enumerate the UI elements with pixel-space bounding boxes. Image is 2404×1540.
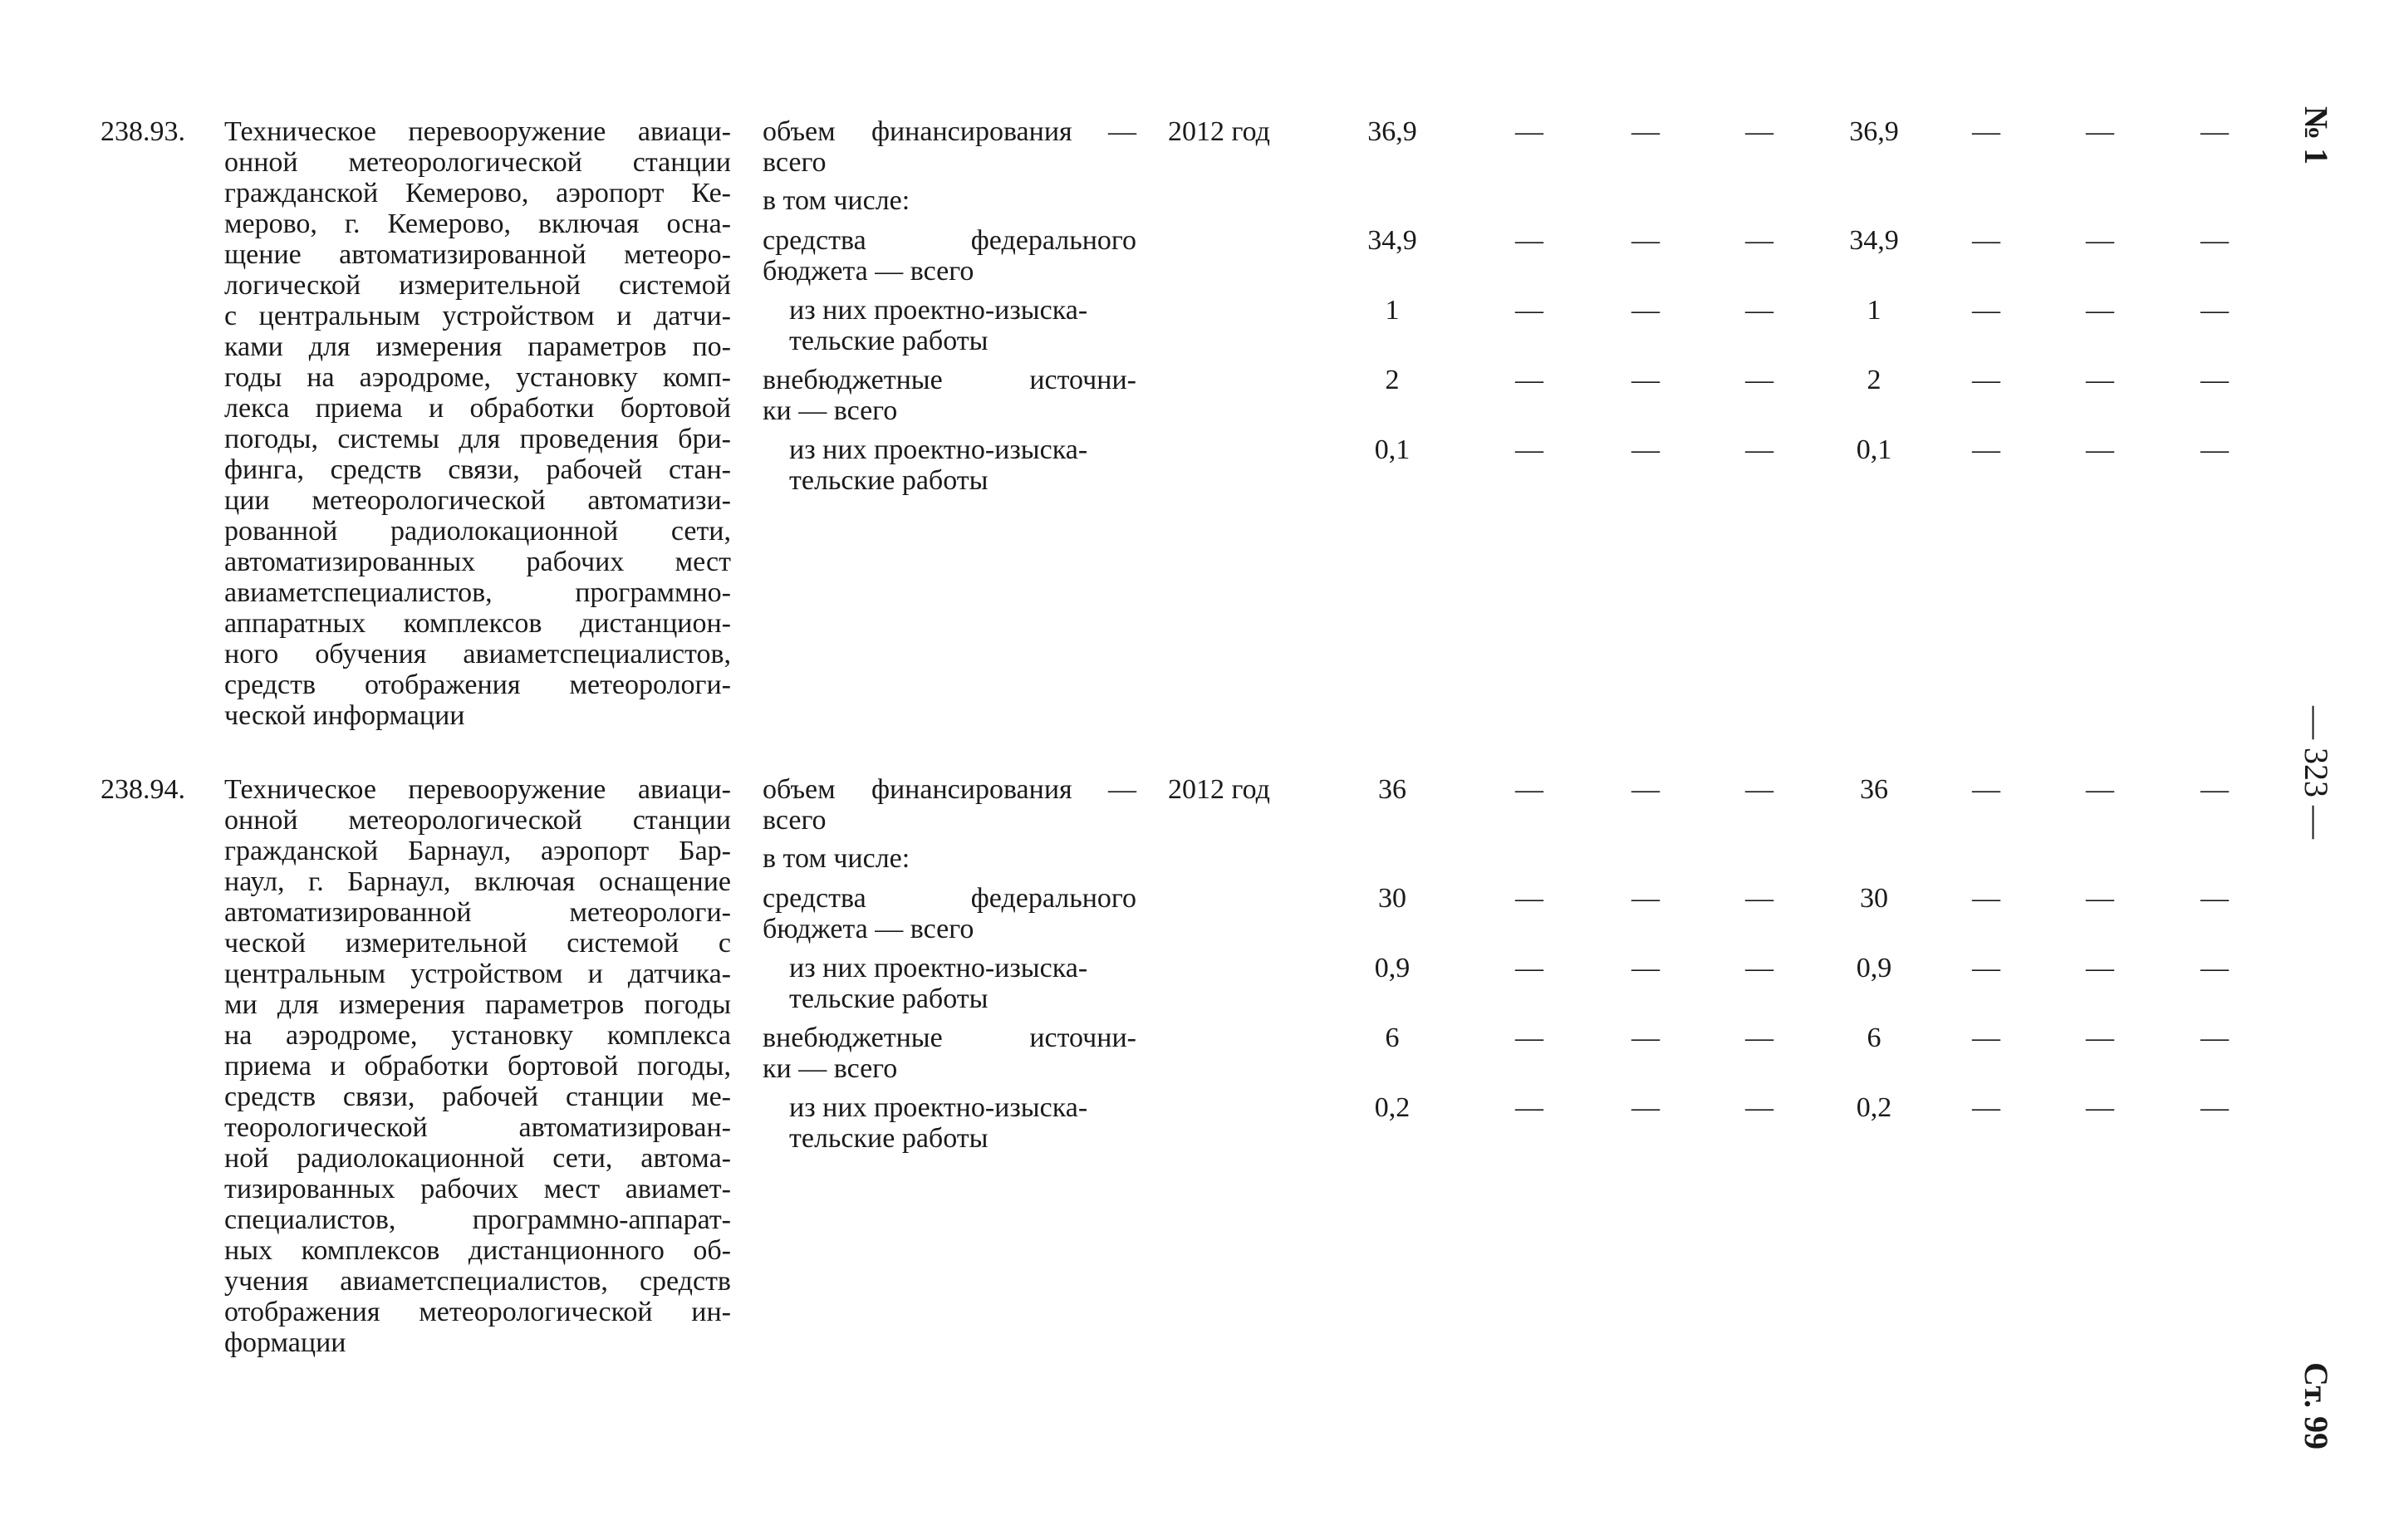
value-cell: —	[1972, 116, 2000, 147]
description-line: центральным устройством и датчика-	[224, 959, 731, 989]
value-cell: —	[2200, 1023, 2229, 1053]
description-line: ного обучения авиаметспециалистов,	[224, 639, 731, 669]
value-cell: —	[1515, 883, 1543, 914]
value-cell: —	[2200, 365, 2229, 395]
description-line: ческой измерительной системой с	[224, 928, 731, 959]
indicator-label-line: всего	[763, 805, 827, 836]
description-line: ной радиолокационной сети, автома-	[224, 1143, 731, 1174]
indicator-label-line: бюджета — всего	[763, 914, 974, 944]
value-cell: —	[1972, 434, 2000, 465]
value-cell: —	[1515, 295, 1543, 326]
value-cell: —	[1972, 774, 2000, 805]
value-cell: 0,9	[1856, 953, 1892, 983]
value-cell: 30	[1860, 883, 1888, 914]
value-cell: —	[2086, 953, 2114, 983]
description-line: мерово, г. Кемерово, включая осна-	[224, 208, 731, 239]
indicator-label-line: в том числе:	[763, 843, 910, 874]
description-line: ми для измерения параметров погоды	[224, 989, 731, 1020]
indicator-label-line: ки — всего	[763, 395, 898, 426]
value-cell: 34,9	[1849, 225, 1899, 256]
indicator-label	[763, 185, 910, 216]
indicator-label	[763, 225, 1136, 287]
description-line: специалистов, программно-аппарат-	[224, 1204, 731, 1235]
value-cell: —	[1631, 116, 1660, 147]
value-cell: 2	[1867, 365, 1881, 395]
value-cell: —	[1631, 365, 1660, 395]
indicator-label-line: тельские работы	[789, 1123, 989, 1154]
value-cell: —	[1515, 953, 1543, 983]
value-cell: 36,9	[1367, 116, 1417, 147]
description-line: годы на аэродроме, установку комп-	[224, 362, 731, 393]
value-cell: 30	[1378, 883, 1406, 914]
indicator-label	[763, 843, 910, 874]
value-cell: —	[2200, 883, 2229, 914]
value-cell: —	[1745, 295, 1774, 326]
indicator-label-line: объем финансирования —	[763, 774, 1136, 805]
value-cell: —	[1745, 1092, 1774, 1123]
description-line: щение автоматизированной метеоро-	[224, 239, 731, 270]
description-line: средств связи, рабочей станции ме-	[224, 1081, 731, 1112]
value-cell: —	[1515, 1092, 1543, 1123]
description-line: рованной радиолокационной сети,	[224, 516, 731, 547]
indicator-label	[789, 953, 1087, 1014]
value-cell: —	[1745, 953, 1774, 983]
value-cell: —	[2200, 434, 2229, 465]
description-line: лекса приема и обработки бортовой	[224, 393, 731, 424]
value-cell: 6	[1867, 1023, 1881, 1053]
indicator-label-line: средства федерального	[763, 883, 1136, 914]
indicator-label-line: из них проектно-изыска-	[789, 434, 1088, 465]
indicator-label-line: в том числе:	[763, 185, 910, 216]
description-line: онной метеорологической станции	[224, 147, 731, 178]
value-cell: —	[2086, 883, 2114, 914]
value-cell: —	[1972, 883, 2000, 914]
indicator-label	[789, 434, 1087, 496]
description-line: финга, средств связи, рабочей стан-	[224, 454, 731, 485]
value-cell: —	[2086, 365, 2114, 395]
indicator-label-line: тельские работы	[789, 983, 989, 1014]
value-cell: —	[1631, 1023, 1660, 1053]
description-line: на аэродроме, установку комплекса	[224, 1020, 731, 1051]
value-cell: —	[1631, 225, 1660, 256]
entry-description	[224, 774, 731, 1358]
value-cell: —	[1515, 365, 1543, 395]
value-cell: —	[2086, 295, 2114, 326]
description-line: Техническое перевооружение авиаци-	[224, 116, 731, 147]
entry-year: 2012 год	[1168, 116, 1270, 147]
value-cell: —	[1972, 1023, 2000, 1053]
indicator-label-line: всего	[763, 147, 827, 178]
value-cell: 0,2	[1374, 1092, 1411, 1123]
indicator-label-line: средства федерального	[763, 225, 1136, 256]
value-cell: —	[1745, 365, 1774, 395]
entry-number: 238.93.	[101, 116, 185, 147]
value-cell: —	[2200, 295, 2229, 326]
value-cell: 0,1	[1374, 434, 1411, 465]
description-line: средств отображения метеорологи-	[224, 669, 731, 700]
indicator-label	[789, 1092, 1087, 1154]
value-cell: —	[1515, 774, 1543, 805]
value-cell: 0,1	[1856, 434, 1892, 465]
indicator-label	[763, 116, 1136, 178]
value-cell: 0,9	[1374, 953, 1411, 983]
value-cell: —	[1515, 434, 1543, 465]
description-line: отображения метеорологической ин-	[224, 1297, 731, 1327]
value-cell: —	[1745, 434, 1774, 465]
description-line: онной метеорологической станции	[224, 805, 731, 836]
indicator-label	[763, 1023, 1136, 1084]
description-line: логической измерительной системой	[224, 270, 731, 301]
indicator-label-line: внебюджетные источни-	[763, 1023, 1136, 1053]
value-cell: —	[1515, 116, 1543, 147]
description-line: Техническое перевооружение авиаци-	[224, 774, 731, 805]
value-cell: —	[1631, 1092, 1660, 1123]
description-line: гражданской Барнаул, аэропорт Бар-	[224, 836, 731, 866]
value-cell: —	[1631, 434, 1660, 465]
value-cell: —	[1631, 953, 1660, 983]
value-cell: —	[1631, 883, 1660, 914]
value-cell: —	[1631, 774, 1660, 805]
indicator-label-line: из них проектно-изыска-	[789, 295, 1088, 326]
description-line: учения авиаметспециалистов, средств	[224, 1266, 731, 1297]
value-cell: —	[1972, 1092, 2000, 1123]
value-cell: 36	[1378, 774, 1406, 805]
indicator-label-line: из них проектно-изыска-	[789, 1092, 1088, 1123]
entry-number: 238.94.	[101, 774, 185, 805]
value-cell: —	[2086, 116, 2114, 147]
description-line: авиаметспециалистов, программно-	[224, 577, 731, 608]
description-line: аппаратных комплексов дистанцион-	[224, 608, 731, 639]
value-cell: —	[2086, 225, 2114, 256]
description-line: автоматизированной метеорологи-	[224, 897, 731, 928]
value-cell: —	[2200, 225, 2229, 256]
value-cell: —	[1745, 883, 1774, 914]
description-line: формации	[224, 1327, 346, 1358]
indicator-label-line: внебюджетные источни-	[763, 365, 1136, 395]
indicator-label-line: объем финансирования —	[763, 116, 1136, 147]
value-cell: 2	[1385, 365, 1400, 395]
value-cell: —	[1972, 365, 2000, 395]
value-cell: 1	[1867, 295, 1881, 326]
value-cell: —	[2200, 1092, 2229, 1123]
indicator-label	[763, 883, 1136, 944]
value-cell: 36	[1860, 774, 1888, 805]
article-number: Ст. 99	[2298, 1362, 2335, 1449]
value-cell: 36,9	[1849, 116, 1899, 147]
description-line: наул, г. Барнаул, включая оснащение	[224, 866, 731, 897]
value-cell: 1	[1385, 295, 1400, 326]
value-cell: —	[2200, 774, 2229, 805]
description-line: погоды, системы для проведения бри-	[224, 424, 731, 454]
value-cell: 0,2	[1856, 1092, 1892, 1123]
indicator-label-line: ки — всего	[763, 1053, 898, 1084]
entry-year: 2012 год	[1168, 774, 1270, 805]
value-cell: —	[1745, 225, 1774, 256]
value-cell: —	[1515, 225, 1543, 256]
description-line: гражданской Кемерово, аэропорт Ке-	[224, 178, 731, 208]
value-cell: 6	[1385, 1023, 1400, 1053]
value-cell: 34,9	[1367, 225, 1417, 256]
description-line: теорологической автоматизирован-	[224, 1112, 731, 1143]
page-number: — 323 —	[2298, 706, 2335, 839]
value-cell: —	[1515, 1023, 1543, 1053]
description-line: ных комплексов дистанционного об-	[224, 1235, 731, 1266]
value-cell: —	[1972, 295, 2000, 326]
description-line: с центральным устройством и датчи-	[224, 301, 731, 331]
value-cell: —	[1745, 116, 1774, 147]
value-cell: —	[2086, 1092, 2114, 1123]
indicator-label-line: тельские работы	[789, 465, 989, 496]
description-line: автоматизированных рабочих мест	[224, 547, 731, 577]
description-line: ческой информации	[224, 700, 465, 731]
entry-description	[224, 116, 731, 731]
value-cell: —	[2200, 953, 2229, 983]
indicator-label	[763, 365, 1136, 426]
issue-number: № 1	[2298, 106, 2335, 165]
description-line: приема и обработки бортовой погоды,	[224, 1051, 731, 1081]
indicator-label-line: тельские работы	[789, 326, 989, 356]
value-cell: —	[1745, 774, 1774, 805]
indicator-label-line: бюджета — всего	[763, 256, 974, 287]
indicator-label	[789, 295, 1087, 356]
value-cell: —	[2086, 774, 2114, 805]
description-line: тизированных рабочих мест авиамет-	[224, 1174, 731, 1204]
value-cell: —	[1972, 225, 2000, 256]
value-cell: —	[1631, 295, 1660, 326]
indicator-label	[763, 774, 1136, 836]
value-cell: —	[1745, 1023, 1774, 1053]
value-cell: —	[2086, 434, 2114, 465]
description-line: ками для измерения параметров по-	[224, 331, 731, 362]
value-cell: —	[2086, 1023, 2114, 1053]
value-cell: —	[1972, 953, 2000, 983]
indicator-label-line: из них проектно-изыска-	[789, 953, 1088, 983]
value-cell: —	[2200, 116, 2229, 147]
description-line: ции метеорологической автоматизи-	[224, 485, 731, 516]
